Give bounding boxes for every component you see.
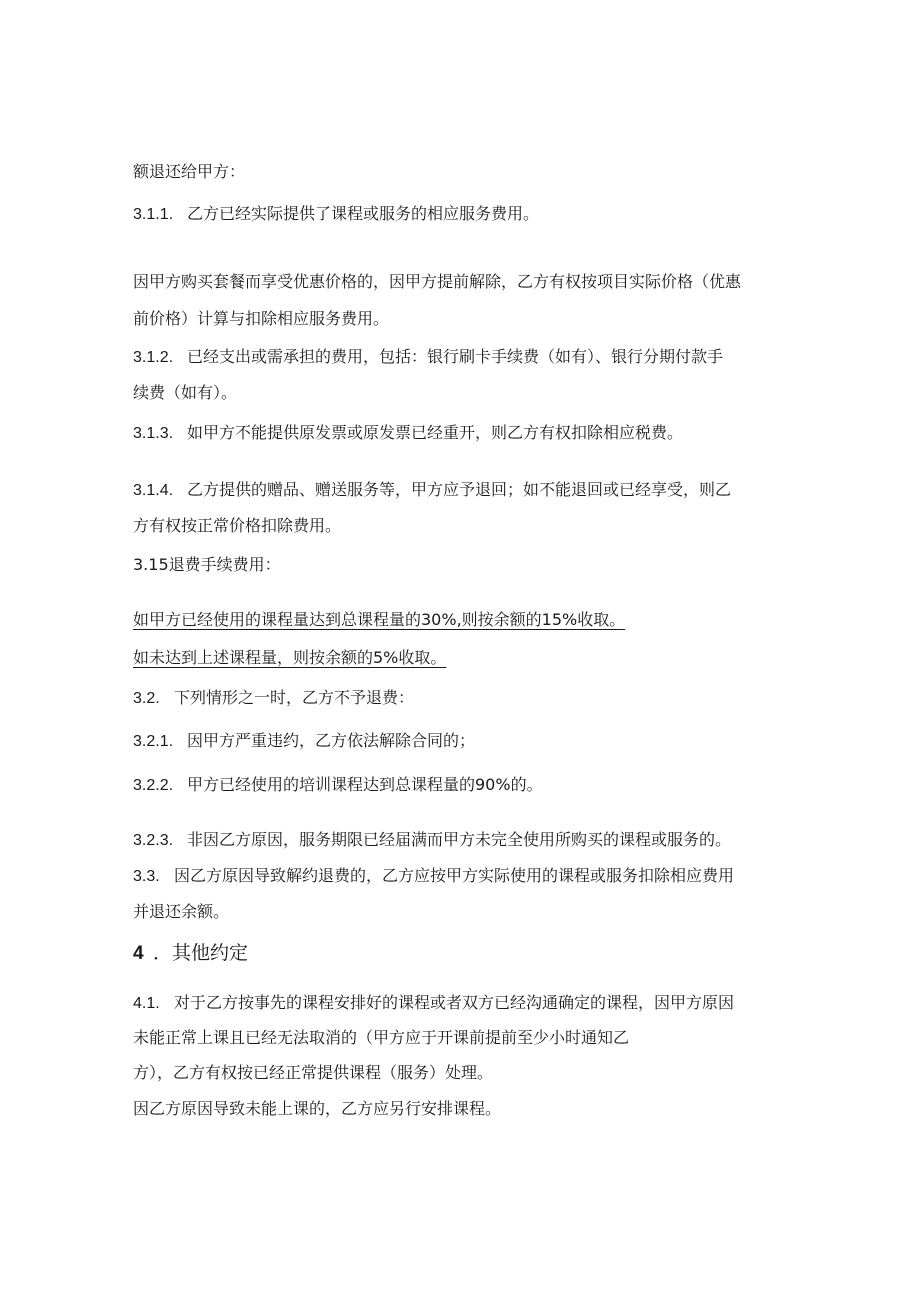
- clause-3-2-3: [133, 830, 731, 851]
- clause-number: 3.2.2.: [133, 777, 174, 794]
- clause-text: 非因乙方原因，服务期限已经届满而甲方未完全使用所购买的课程或服务的。: [187, 830, 732, 849]
- paragraph-line: [133, 309, 389, 329]
- line-text: 方有权按正常价格扣除费用。: [133, 516, 342, 535]
- clause-text: 已经支出或需承担的费用，包括：银行刷卡手续费（如有）、银行分期付款手: [187, 347, 724, 366]
- clause-3-1-2: [133, 347, 723, 368]
- paragraph-line: [133, 1028, 629, 1048]
- paragraph-line: [133, 162, 245, 182]
- clause-text: 对于乙方按事先的课程安排好的课程或者双方已经沟通确定的课程，因甲方原因: [174, 993, 735, 1012]
- paragraph-line: [133, 902, 229, 922]
- clause-3-1-3: [133, 423, 683, 444]
- clause-number: 3.3.: [133, 868, 160, 885]
- paragraph-line: [133, 272, 741, 292]
- line-text: 方），乙方有权按已经正常提供课程（服务）处理。: [133, 1063, 494, 1082]
- clause-text: 因乙方原因导致解约退费的，乙方应按甲方实际使用的课程或服务扣除相应费用: [174, 866, 735, 885]
- paragraph-line: [133, 383, 237, 403]
- line-text: 额退还给甲方：: [133, 162, 246, 181]
- clause-text: 因甲方严重违约，乙方依法解除合同的；: [187, 731, 476, 750]
- clause-number: 3.2.1.: [133, 733, 174, 750]
- clause-number: 3.1.4.: [133, 482, 174, 499]
- paragraph-line: [133, 516, 341, 536]
- clause-3-2-2: [133, 775, 543, 796]
- clause-3-15: [133, 555, 281, 575]
- clause-text: 下列情形之一时，乙方不予退费：: [174, 688, 415, 707]
- clause-number: 3.1.3.: [133, 425, 174, 442]
- clause-number: 3.1.2.: [133, 349, 174, 366]
- clause-3-3: [133, 866, 734, 887]
- paragraph-line: [133, 1099, 501, 1119]
- clause-3-2-1: [133, 731, 475, 752]
- line-text: 未能正常上课且已经无法取消的（甲方应于开课前提前至少小时通知乙: [133, 1028, 630, 1047]
- clause-text: 乙方提供的赠品、赠送服务等，甲方应予退回；如不能退回或已经享受，则乙: [187, 480, 732, 499]
- underlined-line: [133, 648, 452, 668]
- heading-number: 4: [133, 943, 144, 964]
- line-text: 如未达到上述课程量，则按余额的5%收取。: [133, 648, 447, 667]
- clause-text: 乙方已经实际提供了课程或服务的相应服务费用。: [187, 204, 540, 223]
- clause-number: 4.1.: [133, 995, 160, 1012]
- underlined-line: [133, 610, 631, 630]
- clause-4-1: [133, 993, 734, 1014]
- paragraph-line: [133, 1063, 493, 1083]
- line-text: 如甲方已经使用的课程量达到总课程量的30%,则按余额的15%收取。: [133, 610, 626, 629]
- line-text: 前价格）计算与扣除相应服务费用。: [133, 309, 390, 328]
- clause-number: 3.2.3.: [133, 832, 174, 849]
- line-text: 因甲方购买套餐而享受优惠价格的，因甲方提前解除，乙方有权按项目实际价格（优惠: [133, 272, 742, 291]
- clause-text: 如甲方不能提供原发票或原发票已经重开，则乙方有权扣除相应税费。: [187, 423, 684, 442]
- clause-3-2: [133, 688, 414, 709]
- clause-number: 3.2.: [133, 690, 160, 707]
- line-text: 并退还余额。: [133, 902, 230, 921]
- heading-text: ．其他约定: [153, 942, 249, 964]
- clause-number: 3.1.1.: [133, 206, 174, 223]
- clause-text: 甲方已经使用的培训课程达到总课程量的90%的。: [187, 775, 543, 794]
- clause-3-1-1: [133, 204, 539, 225]
- line-text: 续费（如有）。: [133, 383, 238, 402]
- line-text: 因乙方原因导致未能上课的，乙方应另行安排课程。: [133, 1099, 502, 1118]
- section-heading-4: [133, 941, 248, 966]
- clause-3-1-4: [133, 480, 731, 501]
- line-text: 3.15退费手续费用：: [133, 555, 281, 574]
